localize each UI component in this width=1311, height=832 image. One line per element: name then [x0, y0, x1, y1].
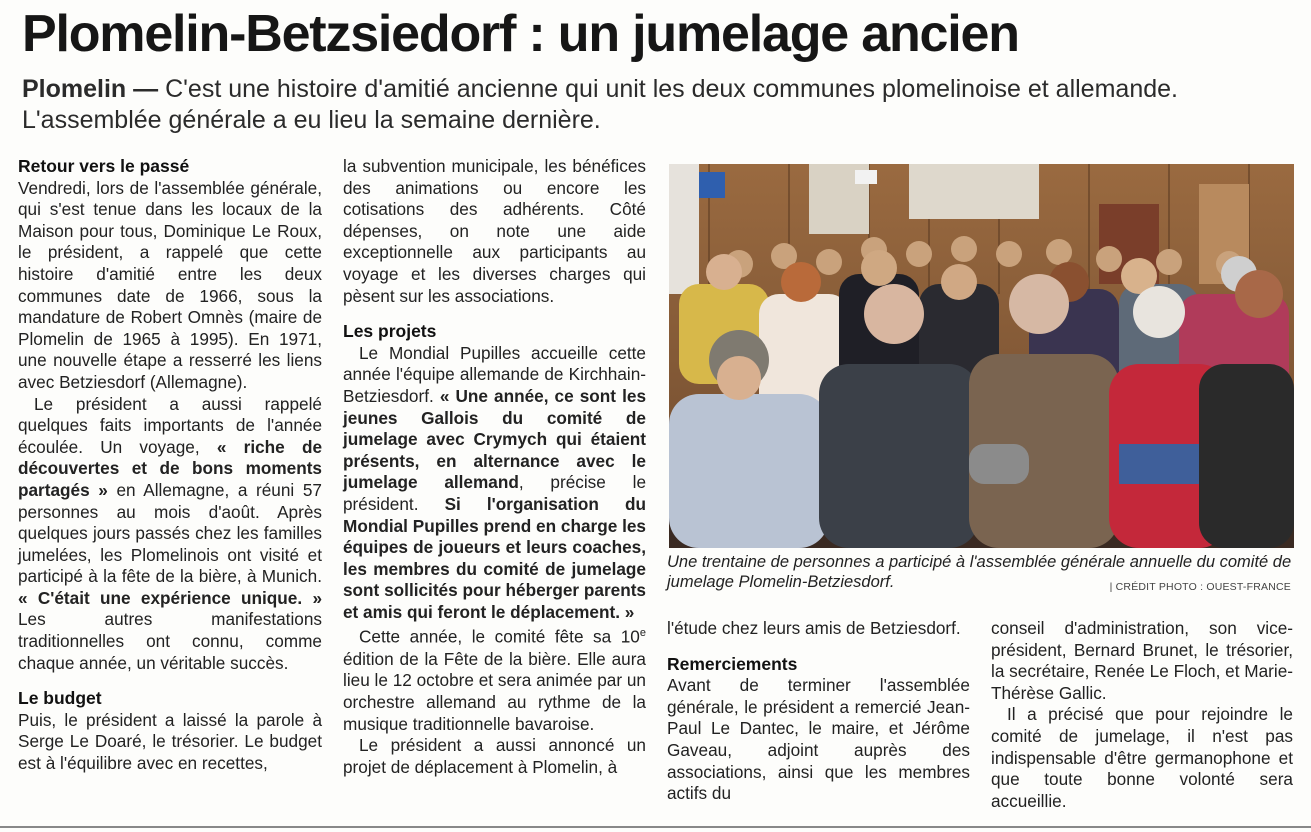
- column-4: [991, 618, 1293, 812]
- paragraph: [343, 343, 646, 624]
- superscript: e: [639, 627, 646, 640]
- quote: Si l'organisation du Mondial Pupilles prend en charge les équipes de joueurs et leurs coaches, les membres du comité de jumelage sont sollicités pour héberger parents et amis qui feront le déplacement. »: [343, 493, 646, 622]
- text-run: , précise le président.: [343, 472, 646, 514]
- quote: « riche de découvertes et de bons moments partagés »: [18, 436, 322, 500]
- paragraph: la subvention municipale, les bénéfices des animations ou encore les cotisations des adhérents. Côté dépenses, on note une aide exceptionnelle aux participants au voyage et les diverses charges qui pèsent sur les associations.: [343, 156, 646, 306]
- text-run: en Allemagne, a réuni 57 personnes au mois d'août. Après quelques jours passés chez les familles jumelées, les Plomelinois ont visité et participé à la fête de la bière, à Munich.: [18, 479, 322, 587]
- lead-text: C'est une histoire d'amitié ancienne qui unit les deux communes plomelinoise et allemande. L'assemblée générale a eu lieu la semaine dernière.: [22, 75, 1178, 134]
- article-lead: [22, 74, 1282, 136]
- photo-credit: | CRÉDIT PHOTO : OUEST-FRANCE: [1109, 581, 1291, 593]
- subheading-budget: Le budget: [18, 688, 102, 709]
- paragraph: conseil d'administration, son vice-président, Bernard Brunet, le trésorier, la secrétaire, Renée Le Floch, et Marie-Thérèse Gallic.: [991, 618, 1293, 703]
- subheading-projets: Les projets: [343, 321, 437, 342]
- paragraph: [18, 394, 322, 675]
- paragraph: Il a précisé que pour rejoindre le comité de jumelage, il n'est pas indispensable d'être germanophone et que toute bonne volonté sera accueillie.: [991, 704, 1293, 811]
- paragraph: Avant de terminer l'assemblée générale, le président a remercié Jean-Paul Le Dantec, le maire, et Jérôme Gaveau, adjoint auprès des associations, ainsi que les membres actifs du: [667, 675, 970, 804]
- column-3: [667, 618, 970, 805]
- photo-caption: Une trentaine de personnes a participé à l'assemblée générale annuelle du comité de jumelage Plomelin-Betziesdorf.: [667, 553, 1292, 591]
- article-photo: [669, 164, 1294, 548]
- audience-photo-illustration: [669, 164, 1294, 548]
- paragraph: Le président a aussi annoncé un projet de déplacement à Plomelin, à: [343, 735, 646, 777]
- quote: « C'était une expérience unique. »: [18, 587, 322, 608]
- text-run: Le président a aussi rappelé quelques faits importants de l'année écoulée. Un voyage,: [18, 393, 322, 457]
- paragraph: [343, 623, 646, 735]
- text-run: Les autres manifestations traditionnelles ont connu, comme chaque année, un véritable succès.: [18, 609, 322, 673]
- paragraph: Vendredi, lors de l'assemblée générale, qui s'est tenue dans les locaux de la Maison pour tous, Dominique Le Roux, le président, a rappelé que cette histoire d'amitié entre les deux communes date de 1966, sous la mandature de Robert Omnès (maire de Plomelin de 1965 à 1995). En 1971, une nouvelle étape a resserré les liens avec Betziesdorf (Allemagne).: [18, 177, 322, 392]
- bottom-rule: [0, 826, 1311, 828]
- lead-place: Plomelin —: [22, 75, 159, 103]
- text-run: Cette année, le comité fête sa 10: [359, 627, 640, 648]
- text-run: édition de la Fête de la bière. Elle aura lieu le 12 octobre et sera animée par un orchestre allemand au rythme de la musique traditionnelle bavaroise.: [343, 648, 646, 734]
- quote: « Une année, ce sont les jeunes Gallois du comité de jumelage avec Crymych qui étaient présents, en alternance avec le jumelage allemand: [343, 385, 646, 493]
- column-2: [343, 156, 646, 778]
- article-headline: Plomelin-Betzsiedorf : un jumelage ancien: [22, 5, 1019, 63]
- subheading-remerciements: Remerciements: [667, 653, 798, 674]
- subheading-retour: Retour vers le passé: [18, 156, 190, 176]
- paragraph: Puis, le président a laissé la parole à Serge Le Doaré, le trésorier. Le budget est à l'équilibre avec en recettes,: [18, 709, 322, 774]
- column-1: [18, 156, 322, 775]
- text-run: Le Mondial Pupilles accueille cette année l'équipe allemande de Kirchhain-Betziesdorf.: [343, 342, 646, 406]
- paragraph: l'étude chez leurs amis de Betziesdorf.: [667, 618, 961, 638]
